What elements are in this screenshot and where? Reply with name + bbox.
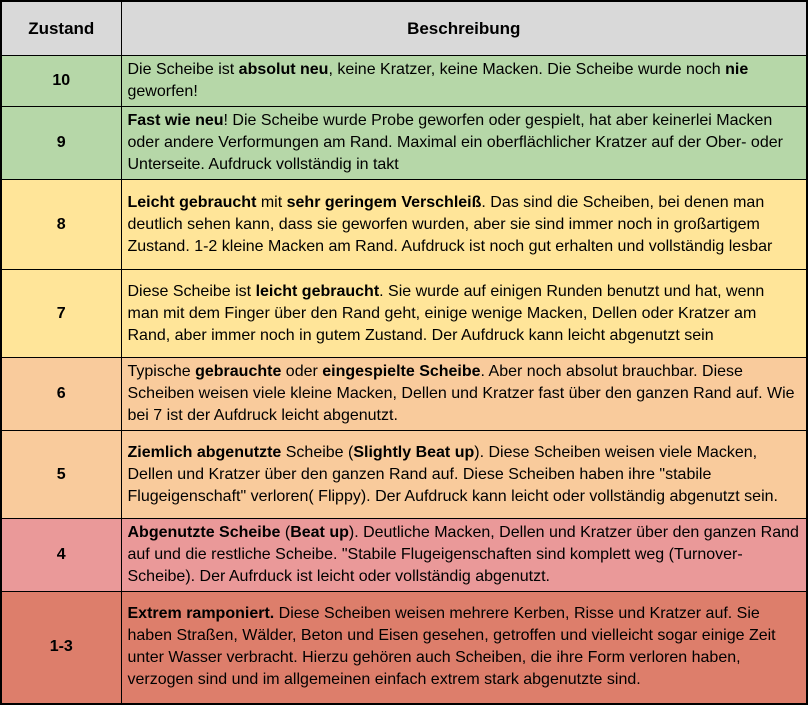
condition-value: 5: [1, 431, 121, 519]
condition-value: 9: [1, 107, 121, 180]
table-row-9: [1, 107, 807, 180]
column-header-zustand: Zustand: [1, 1, 121, 56]
condition-description: Leicht gebraucht mit sehr geringem Verschleiß. Das sind die Scheiben, bei denen man deutlich sehen kann, dass sie geworfen wurden, aber sie sind immer noch in großartigem Zustand. 1-2 kleine Macken am Rand. Aufdruck ist noch gut erhalten und vollständig lesbar: [121, 180, 807, 270]
condition-description: Die Scheibe ist absolut neu, keine Kratzer, keine Macken. Die Scheibe wurde noch nie geworfen!: [121, 56, 807, 107]
table-row-7: [1, 270, 807, 358]
table-row-8: [1, 180, 807, 270]
table-row-1-3: [1, 592, 807, 704]
condition-value: 1-3: [1, 592, 121, 704]
header-row: [1, 1, 807, 56]
table-row-6: [1, 358, 807, 431]
condition-value: 10: [1, 56, 121, 107]
column-header-beschreibung: Beschreibung: [121, 1, 807, 56]
condition-value: 4: [1, 519, 121, 592]
table-row-4: [1, 519, 807, 592]
condition-value: 6: [1, 358, 121, 431]
condition-description: Typische gebrauchte oder eingespielte Scheibe. Aber noch absolut brauchbar. Diese Scheiben weisen viele kleine Macken, Dellen und Kratzer fast über den ganzen Rand auf. Wie bei 7 ist der Aufdruck leicht abgenutzt.: [121, 358, 807, 431]
table-row-5: [1, 431, 807, 519]
table-row-10: [1, 56, 807, 107]
condition-description: Fast wie neu! Die Scheibe wurde Probe geworfen oder gespielt, hat aber keinerlei Macken oder andere Verformungen am Rand. Maximal ein oberflächlicher Kratzer auf der Ober- oder Unterseite. Aufdruck vollständig in takt: [121, 107, 807, 180]
condition-description: Ziemlich abgenutzte Scheibe (Slightly Beat up). Diese Scheiben weisen viele Macken, Dellen und Kratzer über den ganzen Rand auf. Diese Scheiben haben ihre "stabile Flugeigenschaft" verloren( Flippy). Der Aufdruck kann leicht oder vollständig abgenutzt sein.: [121, 431, 807, 519]
condition-description: Extrem ramponiert. Diese Scheiben weisen mehrere Kerben, Risse und Kratzer auf. Sie haben Straßen, Wälder, Beton und Eisen gesehen, getroffen und vielleicht sogar einige Zeit unter Wasser verbracht. Hierzu gehören auch Scheiben, die ihre Form verloren haben, verzogen sind und im allgemeinen einfach extrem stark abgenutzte sind.: [121, 592, 807, 704]
condition-value: 7: [1, 270, 121, 358]
condition-description: Diese Scheibe ist leicht gebraucht. Sie wurde auf einigen Runden benutzt und hat, wenn man mit dem Finger über den Rand geht, einige wenige Macken, Dellen oder Kratzer am Rand, aber immer noch in gutem Zustand. Der Aufdruck kann leicht abgenutzt sein: [121, 270, 807, 358]
condition-value: 8: [1, 180, 121, 270]
condition-description: Abgenutzte Scheibe (Beat up). Deutliche Macken, Dellen und Kratzer über den ganzen Rand auf und die restliche Scheibe. "Stabile Flugeigenschaften sind komplett weg (Turnover-Scheibe). Der Aufrduck ist leicht oder vollständig abgenutzt.: [121, 519, 807, 592]
